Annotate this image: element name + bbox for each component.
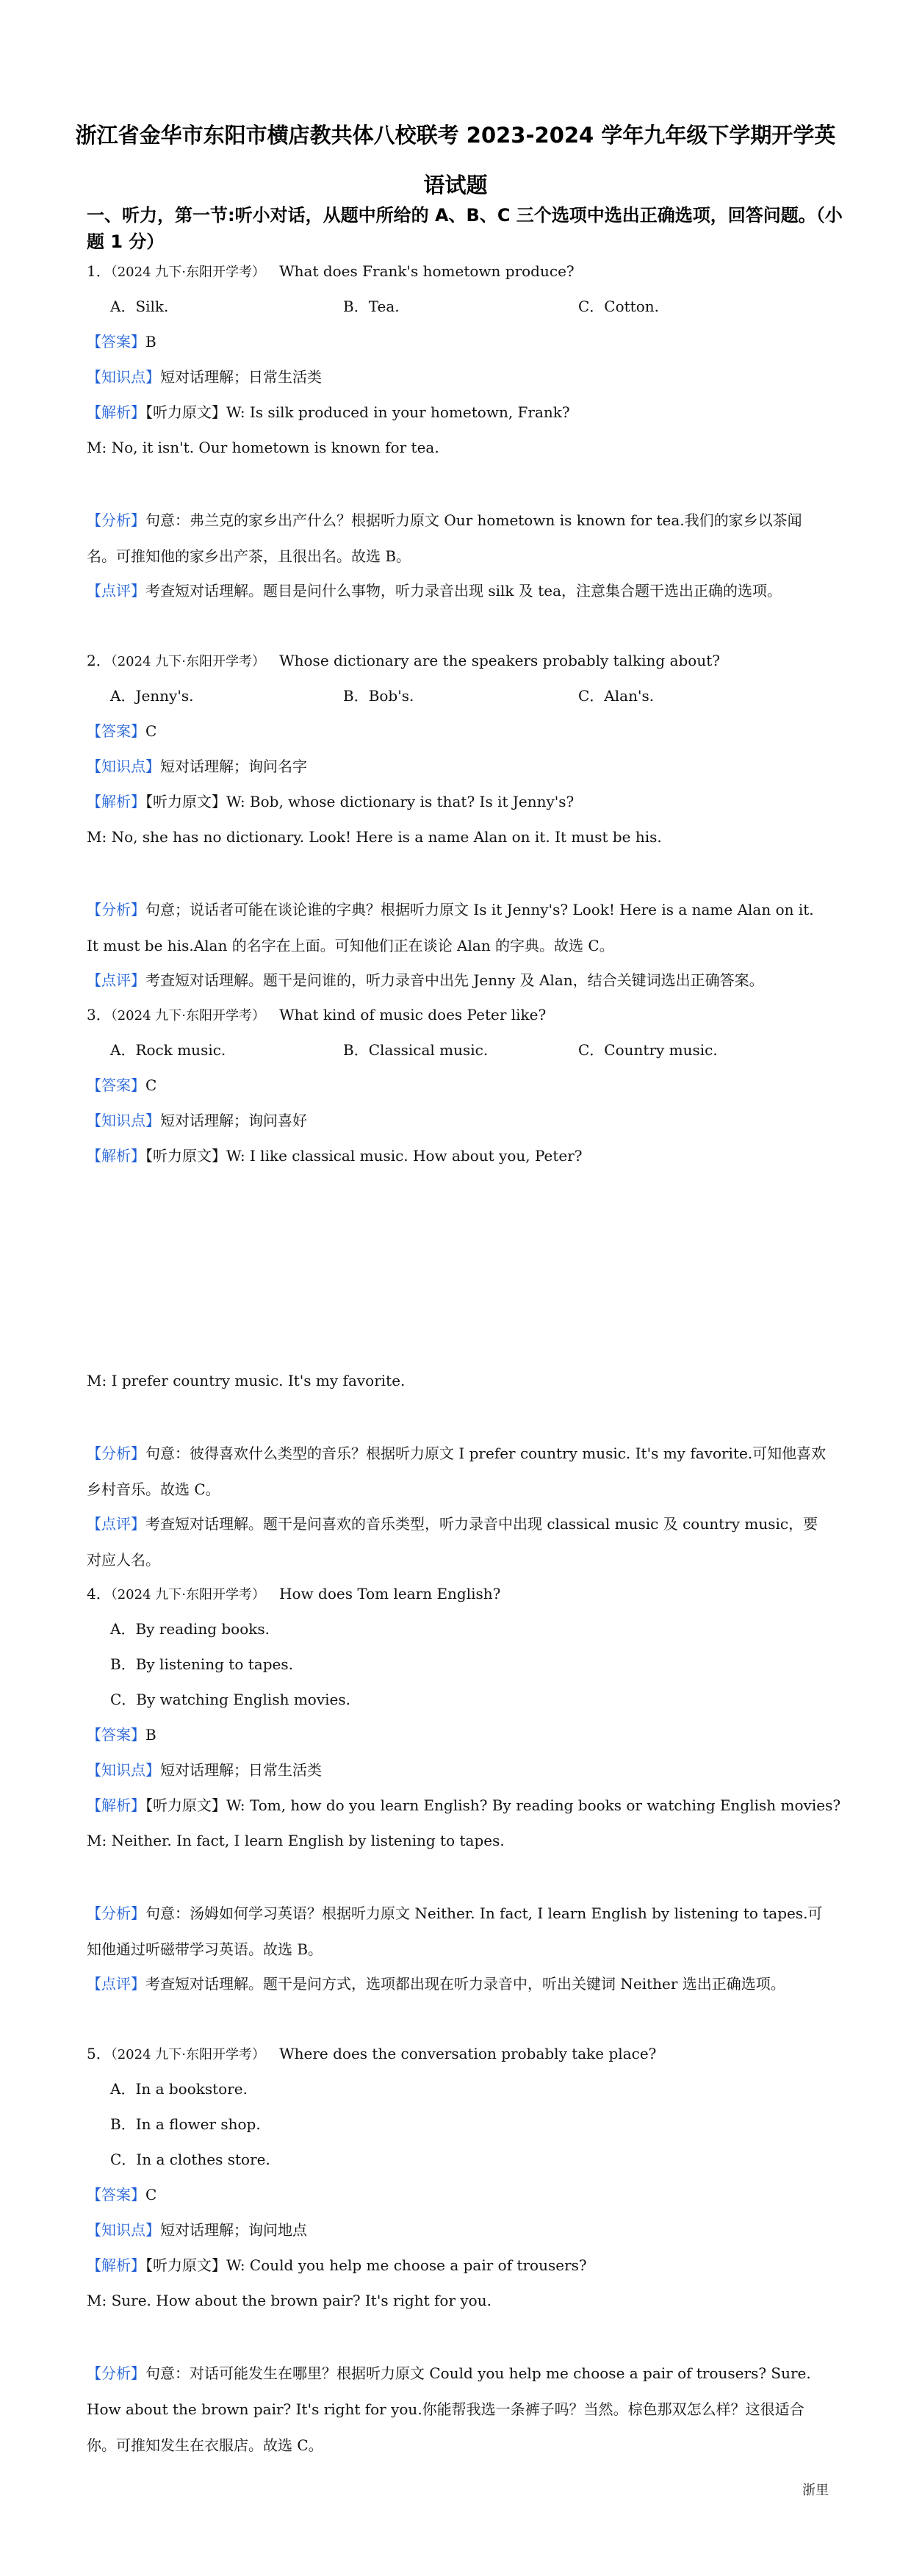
answer-label: 【答案】: [87, 333, 145, 350]
option-b: B．By listening to tapes.: [110, 1655, 293, 1673]
listening-label: 【听力原文】: [145, 793, 226, 810]
analysis-row: [87, 1795, 840, 1816]
knowledge-label: 【知识点】: [87, 368, 160, 386]
answer-label: 【答案】: [87, 1726, 145, 1744]
listening-label: 【听力原文】: [145, 1147, 226, 1165]
answer-value: C: [145, 2186, 157, 2203]
question-number: 1．: [87, 262, 111, 280]
listening-w: W: I like classical music. How about you, Peter?: [226, 1147, 583, 1165]
comment-text: 考查短对话理解。题干是问方式，选项都出现在听力录音中，听出关键词 Neither 选出正确选项。: [145, 1975, 785, 1993]
comment-paragraph: [87, 573, 829, 609]
fenxi-text: 句意；说话者可能在谈论谁的字典？根据听力原文 Is it Jenny's? Look! Here is a name Alan on it. It must be his.Alan 的名字在上面。可知他们正在谈论 Alan 的字典。故选 C。: [87, 901, 814, 954]
option-b: B．Bob's.: [343, 687, 414, 705]
fenxi-text: 句意：对话可能发生在哪里？根据听力原文 Could you help me choose a pair of trousers? Sure. How about the brown pair? It's right for you.你能帮我选一条裤子吗？当然。棕色那双怎么样？这很适合你。可推知发生在衣服店。故选 C。: [87, 2364, 811, 2454]
listening-w: W: Could you help me choose a pair of trousers?: [226, 2256, 587, 2274]
knowledge-row: [87, 1110, 307, 1131]
option-a: A．Rock music.: [110, 1041, 226, 1059]
comment-paragraph: [87, 1506, 829, 1578]
comment-paragraph: [87, 1966, 829, 2002]
option-c: C．In a clothes store.: [110, 2151, 270, 2168]
listening-label: 【听力原文】: [145, 1796, 226, 1814]
option-a: A．By reading books.: [110, 1620, 270, 1638]
knowledge-label: 【知识点】: [87, 1761, 160, 1779]
question-source: （2024 九下·东阳开学考）: [110, 2047, 265, 2062]
answer-row: [87, 1075, 156, 1095]
comment-label: 【点评】: [87, 582, 145, 600]
question-text: What does Frank's hometown produce?: [279, 262, 575, 280]
knowledge-row: [87, 2220, 307, 2240]
question-source: （2024 九下·东阳开学考）: [110, 1587, 265, 1602]
knowledge-label: 【知识点】: [87, 758, 160, 775]
answer-row: [87, 2184, 156, 2205]
question-source: （2024 九下·东阳开学考）: [110, 265, 265, 280]
question-number: 3．: [87, 1006, 111, 1023]
doc-title-line1: 浙江省金华市东阳市横店教共体八校联考 2023-2024 学年九年级下学期开学英: [75, 123, 836, 148]
listening-w: W: Is silk produced in your hometown, Frank?: [226, 403, 570, 421]
fenxi-paragraph: [87, 2356, 829, 2464]
listening-label: 【听力原文】: [145, 403, 226, 421]
comment-text: 考查短对话理解。题干是问谁的，听力录音中出先 Jenny 及 Alan，结合关键词选出正确答案。: [145, 971, 764, 989]
question-number: 5．: [87, 2045, 111, 2062]
analysis-row: [87, 791, 574, 812]
question-source: （2024 九下·东阳开学考）: [110, 1008, 265, 1023]
page-footer: 浙里: [802, 2483, 829, 2498]
option-b: B．Classical music.: [343, 1041, 489, 1059]
fenxi-label: 【分析】: [87, 2364, 145, 2382]
question-source: （2024 九下·东阳开学考）: [110, 654, 265, 669]
option-c: C．Cotton.: [578, 298, 659, 315]
answer-row: [87, 331, 156, 352]
listening-m: M: I prefer country music. It's my favorite.: [87, 1372, 406, 1389]
comment-text: 考查短对话理解。题干是问喜欢的音乐类型，听力录音中出现 classical music 及 country music，要对应人名。: [87, 1515, 818, 1569]
fenxi-paragraph: [87, 503, 829, 575]
analysis-label: 【解析】: [87, 2256, 145, 2274]
option-a: A．Jenny's.: [110, 687, 194, 705]
question-3: [87, 1004, 546, 1026]
section-header: 一、听力，第一节:听小对话，从题中所给的 A、B、C 三个选项中选出正确选项，回答问题。（小题 1 分）: [87, 205, 843, 252]
analysis-row: [87, 2255, 587, 2275]
answer-value: B: [145, 1726, 156, 1744]
fenxi-paragraph: [87, 892, 829, 964]
listening-m: M: No, it isn't. Our hometown is known for tea.: [87, 439, 439, 456]
option-b: B．Tea.: [343, 298, 400, 315]
fenxi-label: 【分析】: [87, 1444, 145, 1462]
listening-label: 【听力原文】: [145, 2256, 226, 2274]
knowledge-label: 【知识点】: [87, 2221, 160, 2239]
comment-label: 【点评】: [87, 1975, 145, 1993]
fenxi-text: 句意：彼得喜欢什么类型的音乐？根据听力原文 I prefer country music. It's my favorite.可知他喜欢乡村音乐。故选 C。: [87, 1444, 827, 1498]
fenxi-label: 【分析】: [87, 511, 145, 529]
listening-m: M: Sure. How about the brown pair? It's right for you.: [87, 2292, 491, 2309]
answer-label: 【答案】: [87, 2186, 145, 2203]
listening-w: W: Bob, whose dictionary is that? Is it Jenny's?: [226, 793, 575, 810]
question-4: [87, 1583, 500, 1605]
option-c: C．By watching English movies.: [110, 1691, 350, 1708]
question-1: [87, 261, 575, 283]
fenxi-text: 句意：汤姆如何学习英语？根据听力原文 Neither. In fact, I learn English by listening to tapes.可知他通过听磁带学习英语。故选 B。: [87, 1904, 823, 1958]
question-text: Whose dictionary are the speakers probably talking about?: [279, 652, 720, 669]
option-a: A．Silk.: [110, 298, 169, 315]
answer-value: C: [145, 722, 157, 740]
analysis-row: [87, 1145, 583, 1166]
knowledge-value: 短对话理解；询问地点: [160, 2221, 307, 2239]
knowledge-value: 短对话理解；询问名字: [160, 758, 307, 775]
listening-w: W: Tom, how do you learn English? By reading books or watching English movies?: [226, 1796, 841, 1814]
option-a: A．In a bookstore.: [110, 2080, 248, 2098]
analysis-label: 【解析】: [87, 1796, 145, 1814]
fenxi-paragraph: [87, 1896, 829, 1968]
fenxi-paragraph: [87, 1436, 829, 1508]
option-b: B．In a flower shop.: [110, 2115, 261, 2133]
knowledge-value: 短对话理解；日常生活类: [160, 368, 322, 386]
listening-m: M: No, she has no dictionary. Look! Here is a name Alan on it. It must be his.: [87, 828, 662, 846]
answer-value: B: [145, 333, 156, 350]
knowledge-value: 短对话理解；日常生活类: [160, 1761, 322, 1779]
question-number: 2．: [87, 652, 111, 669]
question-5: [87, 2043, 656, 2065]
option-c: C．Alan's.: [578, 687, 655, 705]
answer-label: 【答案】: [87, 1076, 145, 1094]
comment-label: 【点评】: [87, 971, 145, 989]
knowledge-row: [87, 1760, 322, 1780]
doc-title-line2: 语试题: [423, 173, 488, 198]
answer-value: C: [145, 1076, 157, 1094]
knowledge-row: [87, 756, 307, 777]
question-number: 4．: [87, 1585, 111, 1602]
comment-label: 【点评】: [87, 1515, 145, 1533]
comment-text: 考查短对话理解。题目是问什么事物，听力录音出现 silk 及 tea，注意集合题干选出正确的选项。: [145, 582, 782, 600]
analysis-label: 【解析】: [87, 1147, 145, 1165]
question-text: Where does the conversation probably take place?: [279, 2045, 657, 2062]
analysis-label: 【解析】: [87, 793, 145, 810]
analysis-label: 【解析】: [87, 403, 145, 421]
comment-paragraph: [87, 963, 829, 999]
fenxi-text: 句意：弗兰克的家乡出产什么？根据听力原文 Our hometown is known for tea.我们的家乡以茶闻名。可推知他的家乡出产茶，且很出名。故选 B。: [87, 511, 802, 565]
question-2: [87, 650, 720, 672]
question-text: How does Tom learn English?: [279, 1585, 501, 1602]
option-c: C．Country music.: [578, 1041, 718, 1059]
knowledge-row: [87, 367, 322, 387]
knowledge-label: 【知识点】: [87, 1112, 160, 1129]
knowledge-value: 短对话理解；询问喜好: [160, 1112, 307, 1129]
fenxi-label: 【分析】: [87, 901, 145, 918]
answer-row: [87, 721, 156, 741]
fenxi-label: 【分析】: [87, 1904, 145, 1922]
answer-label: 【答案】: [87, 722, 145, 740]
question-text: What kind of music does Peter like?: [279, 1006, 547, 1023]
listening-m: M: Neither. In fact, I learn English by listening to tapes.: [87, 1832, 505, 1849]
answer-row: [87, 1724, 156, 1745]
analysis-row: [87, 402, 570, 422]
